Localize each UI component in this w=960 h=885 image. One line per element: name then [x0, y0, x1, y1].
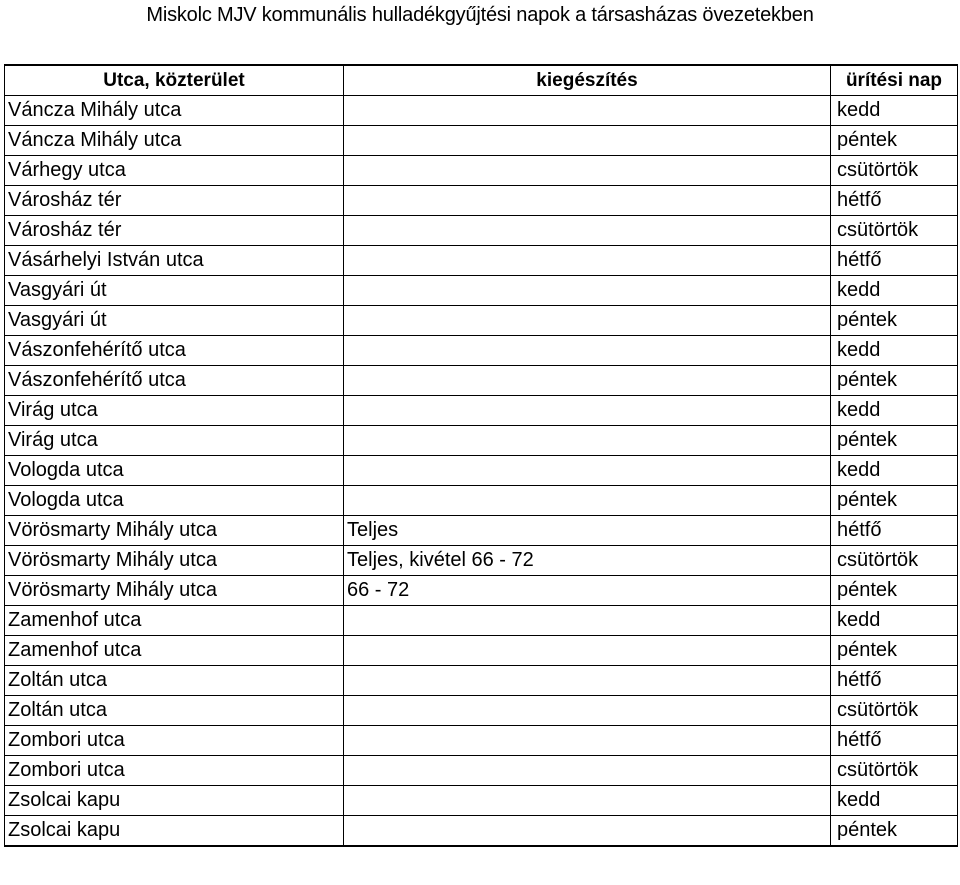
- collection-day-cell: péntek: [831, 366, 958, 396]
- street-cell: Virág utca: [5, 396, 344, 426]
- collection-day-cell: kedd: [831, 786, 958, 816]
- collection-day-cell: hétfő: [831, 516, 958, 546]
- supplement-cell: [344, 156, 831, 186]
- street-cell: Vörösmarty Mihály utca: [5, 516, 344, 546]
- collection-day-cell: csütörtök: [831, 216, 958, 246]
- table-row: [5, 306, 958, 336]
- page-title: Miskolc MJV kommunális hulladékgyűjtési napok a társasházas övezetekben: [146, 4, 814, 26]
- supplement-cell: [344, 666, 831, 696]
- supplement-cell: [344, 366, 831, 396]
- table-row: [5, 486, 958, 516]
- supplement-cell: [344, 606, 831, 636]
- street-cell: Vörösmarty Mihály utca: [5, 576, 344, 606]
- supplement-cell: [344, 756, 831, 786]
- collection-day-cell: péntek: [831, 486, 958, 516]
- collection-day-cell: csütörtök: [831, 756, 958, 786]
- table-row: [5, 576, 958, 606]
- supplement-cell: [344, 486, 831, 516]
- table-row: [5, 786, 958, 816]
- supplement-cell: 66 - 72: [344, 576, 831, 606]
- street-cell: Zsolcai kapu: [5, 816, 344, 847]
- collection-day-cell: kedd: [831, 96, 958, 126]
- street-cell: Vasgyári út: [5, 306, 344, 336]
- table-row: [5, 336, 958, 366]
- collection-day-cell: péntek: [831, 306, 958, 336]
- street-cell: Vászonfehérítő utca: [5, 366, 344, 396]
- table-row: [5, 636, 958, 666]
- table-row: [5, 696, 958, 726]
- supplement-cell: Teljes, kivétel 66 - 72: [344, 546, 831, 576]
- table-row: [5, 426, 958, 456]
- table-row: [5, 396, 958, 426]
- supplement-cell: [344, 726, 831, 756]
- table-row: [5, 366, 958, 396]
- table-row: [5, 156, 958, 186]
- street-cell: Zamenhof utca: [5, 636, 344, 666]
- collection-day-cell: kedd: [831, 456, 958, 486]
- street-cell: Zamenhof utca: [5, 606, 344, 636]
- street-cell: Virág utca: [5, 426, 344, 456]
- supplement-cell: [344, 426, 831, 456]
- column-header-supplement: kiegészítés: [344, 65, 831, 96]
- column-header-collection-day: ürítési nap: [831, 65, 958, 96]
- table-row: [5, 276, 958, 306]
- collection-day-cell: hétfő: [831, 246, 958, 276]
- street-cell: Vörösmarty Mihály utca: [5, 546, 344, 576]
- street-cell: Vologda utca: [5, 456, 344, 486]
- street-cell: Váncza Mihály utca: [5, 126, 344, 156]
- supplement-cell: [344, 636, 831, 666]
- table-row: [5, 666, 958, 696]
- supplement-cell: [344, 336, 831, 366]
- street-cell: Zombori utca: [5, 726, 344, 756]
- table-row: [5, 606, 958, 636]
- collection-day-cell: péntek: [831, 576, 958, 606]
- table-row: [5, 96, 958, 126]
- street-cell: Zoltán utca: [5, 696, 344, 726]
- collection-day-cell: kedd: [831, 606, 958, 636]
- supplement-cell: [344, 246, 831, 276]
- table-row: [5, 246, 958, 276]
- table-row: [5, 186, 958, 216]
- collection-day-cell: csütörtök: [831, 696, 958, 726]
- collection-day-cell: hétfő: [831, 726, 958, 756]
- table-row: [5, 216, 958, 246]
- supplement-cell: [344, 216, 831, 246]
- supplement-cell: [344, 456, 831, 486]
- table-row: [5, 516, 958, 546]
- table-row: [5, 456, 958, 486]
- supplement-cell: [344, 126, 831, 156]
- collection-day-cell: csütörtök: [831, 156, 958, 186]
- street-cell: Váncza Mihály utca: [5, 96, 344, 126]
- street-cell: Vászonfehérítő utca: [5, 336, 344, 366]
- street-cell: Zsolcai kapu: [5, 786, 344, 816]
- supplement-cell: [344, 786, 831, 816]
- supplement-cell: Teljes: [344, 516, 831, 546]
- supplement-cell: [344, 816, 831, 847]
- table-header-row: [5, 65, 958, 96]
- street-cell: Vasgyári út: [5, 276, 344, 306]
- column-header-street: Utca, közterület: [5, 65, 344, 96]
- collection-day-cell: péntek: [831, 816, 958, 847]
- supplement-cell: [344, 306, 831, 336]
- supplement-cell: [344, 276, 831, 306]
- street-cell: Zoltán utca: [5, 666, 344, 696]
- table-row: [5, 726, 958, 756]
- street-cell: Városház tér: [5, 216, 344, 246]
- table-row: [5, 126, 958, 156]
- supplement-cell: [344, 396, 831, 426]
- supplement-cell: [344, 186, 831, 216]
- supplement-cell: [344, 696, 831, 726]
- collection-day-cell: hétfő: [831, 666, 958, 696]
- table-row: [5, 816, 958, 847]
- collection-day-cell: kedd: [831, 396, 958, 426]
- table-body: [5, 96, 958, 847]
- collection-schedule-table: [4, 64, 958, 847]
- supplement-cell: [344, 96, 831, 126]
- collection-day-cell: péntek: [831, 426, 958, 456]
- collection-day-cell: csütörtök: [831, 546, 958, 576]
- table-row: [5, 756, 958, 786]
- collection-day-cell: kedd: [831, 276, 958, 306]
- street-cell: Vologda utca: [5, 486, 344, 516]
- street-cell: Zombori utca: [5, 756, 344, 786]
- collection-day-cell: péntek: [831, 636, 958, 666]
- collection-day-cell: hétfő: [831, 186, 958, 216]
- collection-day-cell: péntek: [831, 126, 958, 156]
- street-cell: Városház tér: [5, 186, 344, 216]
- street-cell: Vásárhelyi István utca: [5, 246, 344, 276]
- collection-day-cell: kedd: [831, 336, 958, 366]
- table-row: [5, 546, 958, 576]
- street-cell: Várhegy utca: [5, 156, 344, 186]
